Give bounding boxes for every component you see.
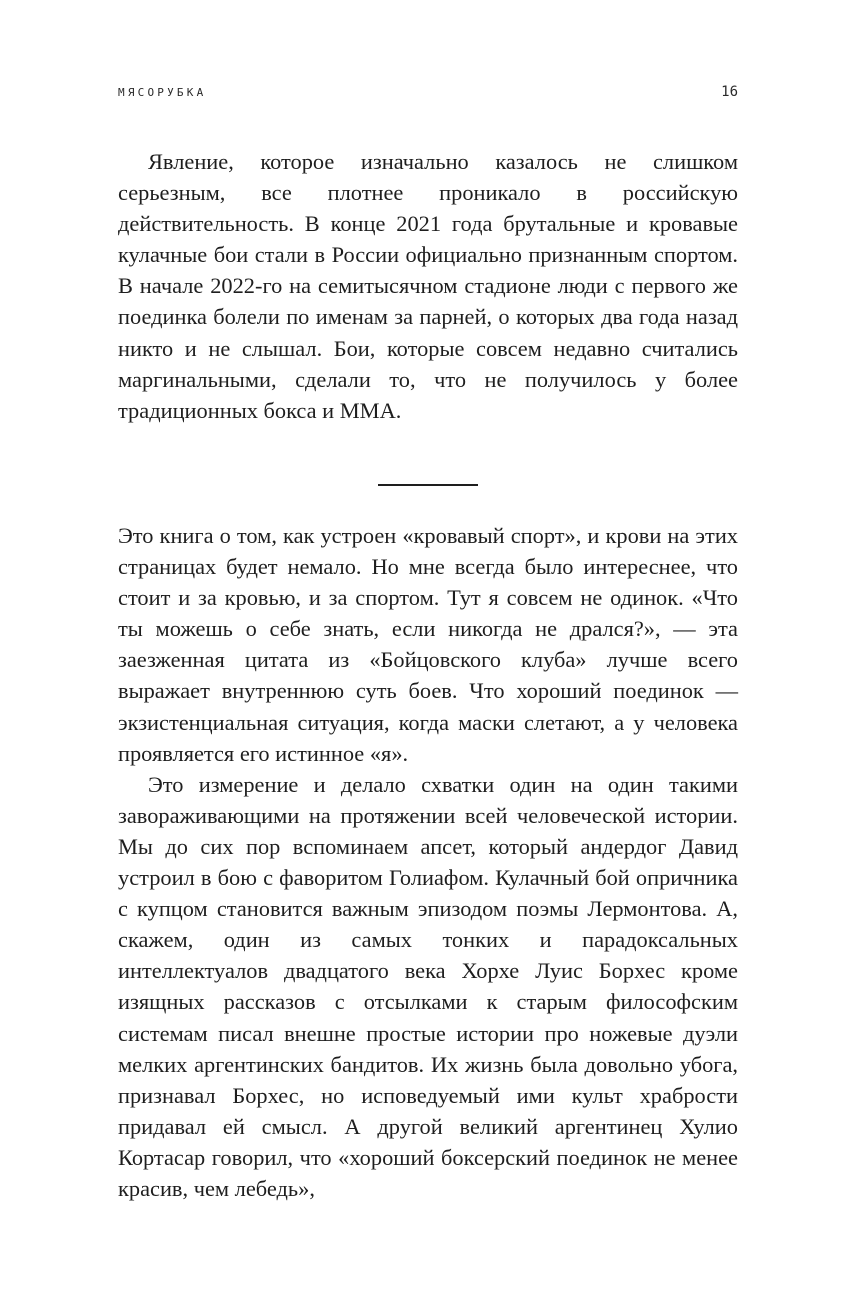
book-title: МЯСОРУБКА: [118, 86, 207, 99]
text-block-after-break: [118, 520, 738, 1204]
section-separator: [378, 484, 478, 486]
paragraph: Это книга о том, как устроен «кровавый спорт», и крови на этих страницах будет немало. Но мне всегда было интереснее, что стоит и за кровью, и за спортом. Тут я совсем не одинок. «Что ты можешь о себе знать, если никогда не дрался?», — эта заезженная цитата из «Бойцовского клуба» лучше всего выражает внутреннюю суть боев. Что хороший поединок — экзистенциальная ситуация, когда маски слетают, а у человека проявляется его истинное «я».: [118, 523, 738, 766]
page-number: 16: [721, 84, 738, 100]
paragraph: Это измерение и делало схватки один на один такими завораживающими на протяжении всей человеческой истории. Мы до сих пор вспоминаем апсет, который андердог Давид устроил в бою с фаворитом Голиафом. Кулачный бой опричника с купцом становится важным эпизодом поэмы Лермонтова. А, скажем, один из самых тонких и парадоксальных интеллектуалов двадцатого века Хорхе Луис Борхес кроме изящных рассказов с отсылками к старым философским системам писал внешне простые истории про ножевые дуэли мелких аргентинских бандитов. Их жизнь была довольно убога, признавал Борхес, но исповедуемый ими культ храбрости придавал ей смысл. А другой великий аргентинец Хулио Кортасар говорил, что «хороший боксерский поединок не менее красив, чем лебедь»,: [118, 771, 738, 1201]
running-head: [118, 84, 738, 104]
text-block-before-break: [118, 146, 738, 426]
paragraph: Явление, которое изначально казалось не слишком серьезным, все плотнее проникало в российскую действительность. В конце 2021 года брутальные и кровавые кулачные бои стали в России официально признанным спортом. В начале 2022-го на семитысячном стадионе люди с первого же поединка болели по именам за парней, о которых два года назад никто и не слышал. Бои, которые совсем недавно считались маргинальными, сделали то, что не получилось у более традиционных бокса и ММА.: [118, 149, 738, 423]
